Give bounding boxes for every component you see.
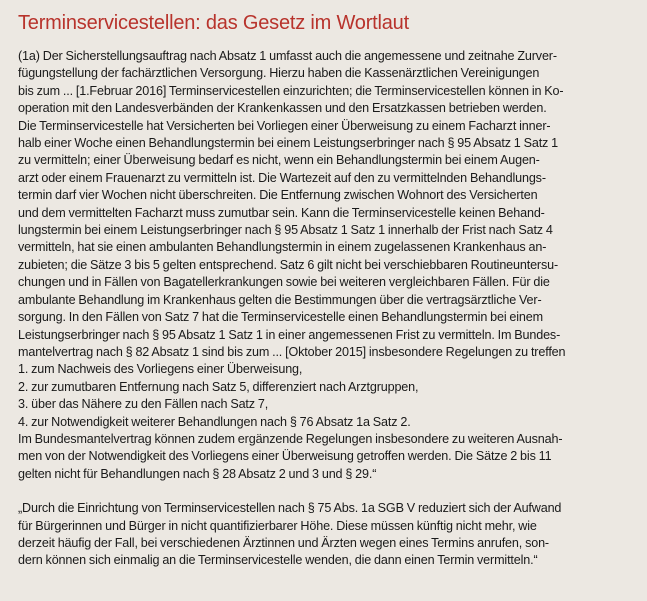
law-text-line: vermitteln, hat sie einen ambulanten Behandlungstermin in einem zugelassenen Krankenhaus an-: [18, 240, 547, 255]
box-title: Terminservicestellen: das Gesetz im Wortlaut: [18, 12, 409, 34]
law-list-item: 3. über das Nähere zu den Fällen nach Satz 7,: [18, 397, 269, 412]
law-text-line: gelten nicht für Behandlungen nach § 28 Absatz 2 und 3 und § 29.“: [18, 466, 377, 481]
law-text-line: halb einer Woche einen Behandlungstermin bei einem Leistungserbringer nach § 95 Absatz 1 Satz 1: [18, 136, 559, 151]
law-text-line: fügungstellung der fachärztlichen Versorgung. Hierzu haben die Kassenärztlichen Vereinigungen: [18, 66, 540, 81]
law-list-item: 4. zur Notwendigkeit weiterer Behandlungen nach § 76 Absatz 1a Satz 2.: [18, 414, 411, 429]
law-text-paragraph: [18, 48, 629, 483]
law-text-line: operation mit den Landesverbänden der Krankenkassen und den Ersatzkassen betrieben werden.: [18, 101, 547, 116]
law-list-item: 2. zur zumutbaren Entfernung nach Satz 5, differenziert nach Arztgruppen,: [18, 379, 419, 394]
law-text-line: mantelvertrag nach § 82 Absatz 1 sind bis zum ... [Oktober 2015] insbesondere Regelungen zu treffen: [18, 344, 566, 359]
law-list-item: 1. zum Nachweis des Vorliegens einer Überweisung,: [18, 362, 303, 377]
quote-line: für Bürgerinnen und Bürger in nicht quantifizierbarer Höhe. Diese müssen künftig nicht mehr, wie: [18, 518, 537, 533]
law-text-line: bis zum ... [1.Februar 2016] Terminservicestellen einzurichten; die Terminservicestellen können in Ko-: [18, 83, 564, 98]
law-text-line: chungen und in Fällen von Bagatellerkrankungen sowie bei weiteren vergleichbaren Fällen. Für die: [18, 275, 550, 290]
law-text-line: arzt oder einem Frauenarzt zu vermitteln ist. Die Wartezeit auf den zu vermittelnden Behandlungs-: [18, 170, 546, 185]
law-text-line: men von der Notwendigkeit des Vorliegens einer Überweisung getroffen werden. Die Sätze 2 bis 11: [18, 449, 552, 464]
law-text-line: (1a) Der Sicherstellungsauftrag nach Absatz 1 umfasst auch die angemessene und zeitnahe Zurver-: [18, 49, 557, 63]
law-text-line: Im Bundesmantelvertrag können zudem ergänzende Regelungen insbesondere zu weiteren Ausnah-: [18, 431, 563, 446]
quote-line: „Durch die Einrichtung von Terminservicestellen nach § 75 Abs. 1a SGB V reduziert sich der Aufwand: [18, 501, 562, 516]
law-text-line: Leistungserbringer nach § 95 Absatz 1 Satz 1 in einer angemessenen Frist zu vermitteln. Im Bundes-: [18, 327, 561, 342]
law-text-line: Die Terminservicestelle hat Versicherten bei Vorliegen einer Überweisung zu einem Facharzt inner-: [18, 118, 551, 133]
law-text-line: sorgung. In den Fällen von Satz 7 hat die Terminservicestelle einen Behandlungstermin bei einem: [18, 310, 543, 325]
law-text-line: ambulante Behandlung im Krankenhaus gelten die Bestimmungen über die vertragsärztliche Ver-: [18, 292, 542, 307]
law-text-line: lungstermin bei einem Leistungserbringer nach § 95 Absatz 1 Satz 1 innerhalb der Frist nach Satz 4: [18, 223, 553, 238]
law-text-line: zubieten; die Sätze 3 bis 5 gelten entsprechend. Satz 6 gilt nicht bei verschiebbaren Routineuntersu-: [18, 257, 559, 272]
quote-line: dern können sich einmalig an die Terminservicestelle wenden, die dann einen Termin vermitteln.“: [18, 553, 538, 568]
law-text-line: zu vermitteln; einer Überweisung bedarf es nicht, wenn ein Behandlungstermin bei einem Augen-: [18, 153, 540, 168]
paragraph-spacer: [18, 483, 629, 500]
law-text-line: und dem vermittelten Facharzt muss zumutbar sein. Kann die Terminservicestelle keinen Behand-: [18, 205, 545, 220]
quote-paragraph: [18, 500, 629, 570]
quote-line: derzeit häufig der Fall, bei verschiedenen Ärztinnen und Ärzten wegen eines Termins anrufen, son-: [18, 535, 549, 550]
law-text-line: termin darf vier Wochen nicht überschreiten. Die Entfernung zwischen Wohnort des Versicherten: [18, 188, 538, 203]
